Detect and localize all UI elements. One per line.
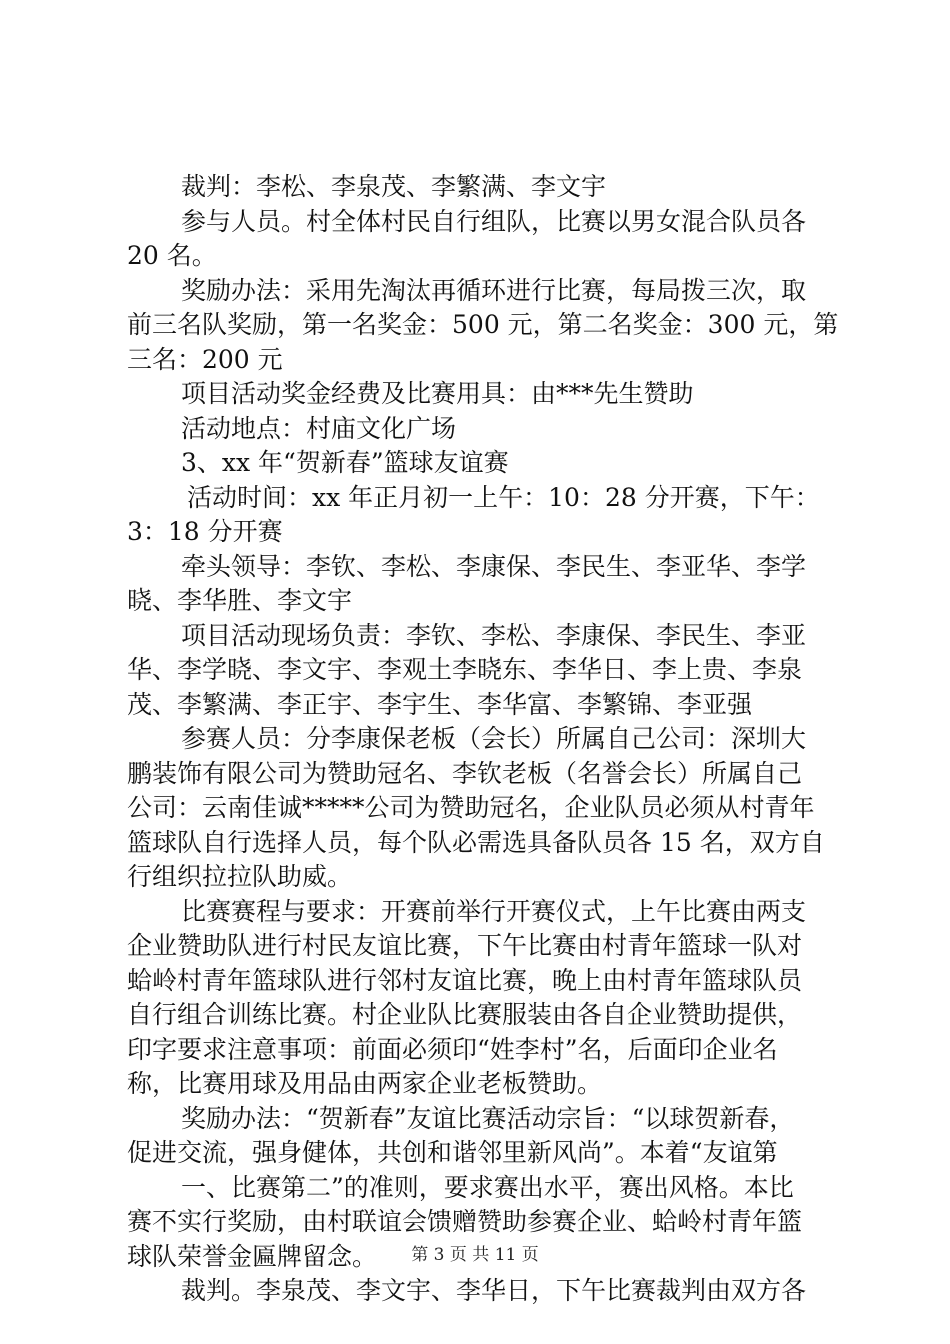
text-line: 参与人员。村全体村民自行组队，比赛以男女混合队员各 (181, 206, 807, 236)
text-line: 赛不实行奖励，由村联谊会馈赠赞助参赛企业、蛤岭村青年篮 (127, 1207, 803, 1236)
text-line: 企业赞助队进行村民友谊比赛，下午比赛由村青年篮球一队对 (127, 931, 803, 960)
text-line: 称，比赛用球及用品由两家企业老板赞助。 (127, 1069, 603, 1098)
text-line: 裁判。李泉茂、李文宇、李华日，下午比赛裁判由双方各 (181, 1276, 807, 1305)
text-line: 前三名队奖励，第一名奖金：500 元，第二名奖金：300 元，第 (127, 310, 839, 339)
document-body (127, 170, 839, 1309)
text-line: 篮球队自行选择人员，每个队必需选具备队员各 15 名，双方自 (127, 827, 825, 857)
text-line: 行组织拉拉队助威。 (127, 862, 353, 891)
text-line: 20 名。 (127, 241, 217, 270)
text-line: 活动地点：村庙文化广场 (181, 413, 457, 443)
text-line: 牵头领导：李钦、李松、李康保、李民生、李亚华、李学 (181, 551, 807, 581)
text-line: 公司：云南佳诚*****公司为赞助冠名，企业队员必须从村青年 (127, 793, 815, 822)
text-line: 蛤岭村青年篮球队进行邻村友谊比赛，晚上由村青年篮球队员 (127, 965, 803, 995)
text-line: 球队荣誉金匾牌留念。 (127, 1241, 378, 1271)
text-line: 鹏装饰有限公司为赞助冠名、李钦老板（名誉会长）所属自己 (127, 758, 803, 788)
text-line: 奖励办法：“贺新春”友谊比赛活动宗旨：“以球贺新春， (181, 1103, 795, 1133)
text-line: 三名：200 元 (127, 344, 283, 374)
text-line: 参赛人员：分李康保老板（会长）所属自己公司：深圳大 (181, 724, 807, 753)
text-line: 一、比赛第二”的准则，要求赛出水平，赛出风格。本比 (181, 1172, 794, 1202)
text-line: 自行组合训练比赛。村企业队比赛服装由各自企业赞助提供， (127, 1000, 803, 1029)
text-line: 裁判：李松、李泉茂、李繁满、李文宇 (181, 172, 607, 201)
page-number-footer: 第 3 页 共 11 页 (411, 1245, 539, 1265)
text-line: 项目活动奖金经费及比赛用具：由***先生赞助 (181, 379, 694, 408)
text-line: 比赛赛程与要求：开赛前举行开赛仪式，上午比赛由两支 (181, 896, 807, 926)
text-line: 华、李学晓、李文宇、李观土李晓东、李华日、李上贵、李泉 (127, 655, 803, 684)
text-line: 项目活动现场负责：李钦、李松、李康保、李民生、李亚 (181, 620, 807, 650)
text-line: 3、xx 年“贺新春”篮球友谊赛 (181, 448, 509, 477)
text-line: 茂、李繁满、李正宇、李宇生、李华富、李繁锦、李亚强 (127, 689, 753, 719)
text-line: 活动时间：xx 年正月初一上午：10：28 分开赛，下午： (187, 482, 820, 512)
text-line: 晓、李华胜、李文宇 (127, 586, 353, 615)
text-line: 促进交流，强身健体，共创和谐邻里新风尚”。本着“友谊第 (127, 1138, 778, 1167)
text-line: 印字要求注意事项：前面必须印“姓李村”名，后面印企业名 (127, 1034, 778, 1064)
text-line: 奖励办法：采用先淘汰再循环进行比赛，每局拨三次，取 (181, 275, 807, 305)
text-line: 3：18 分开赛 (127, 517, 283, 546)
